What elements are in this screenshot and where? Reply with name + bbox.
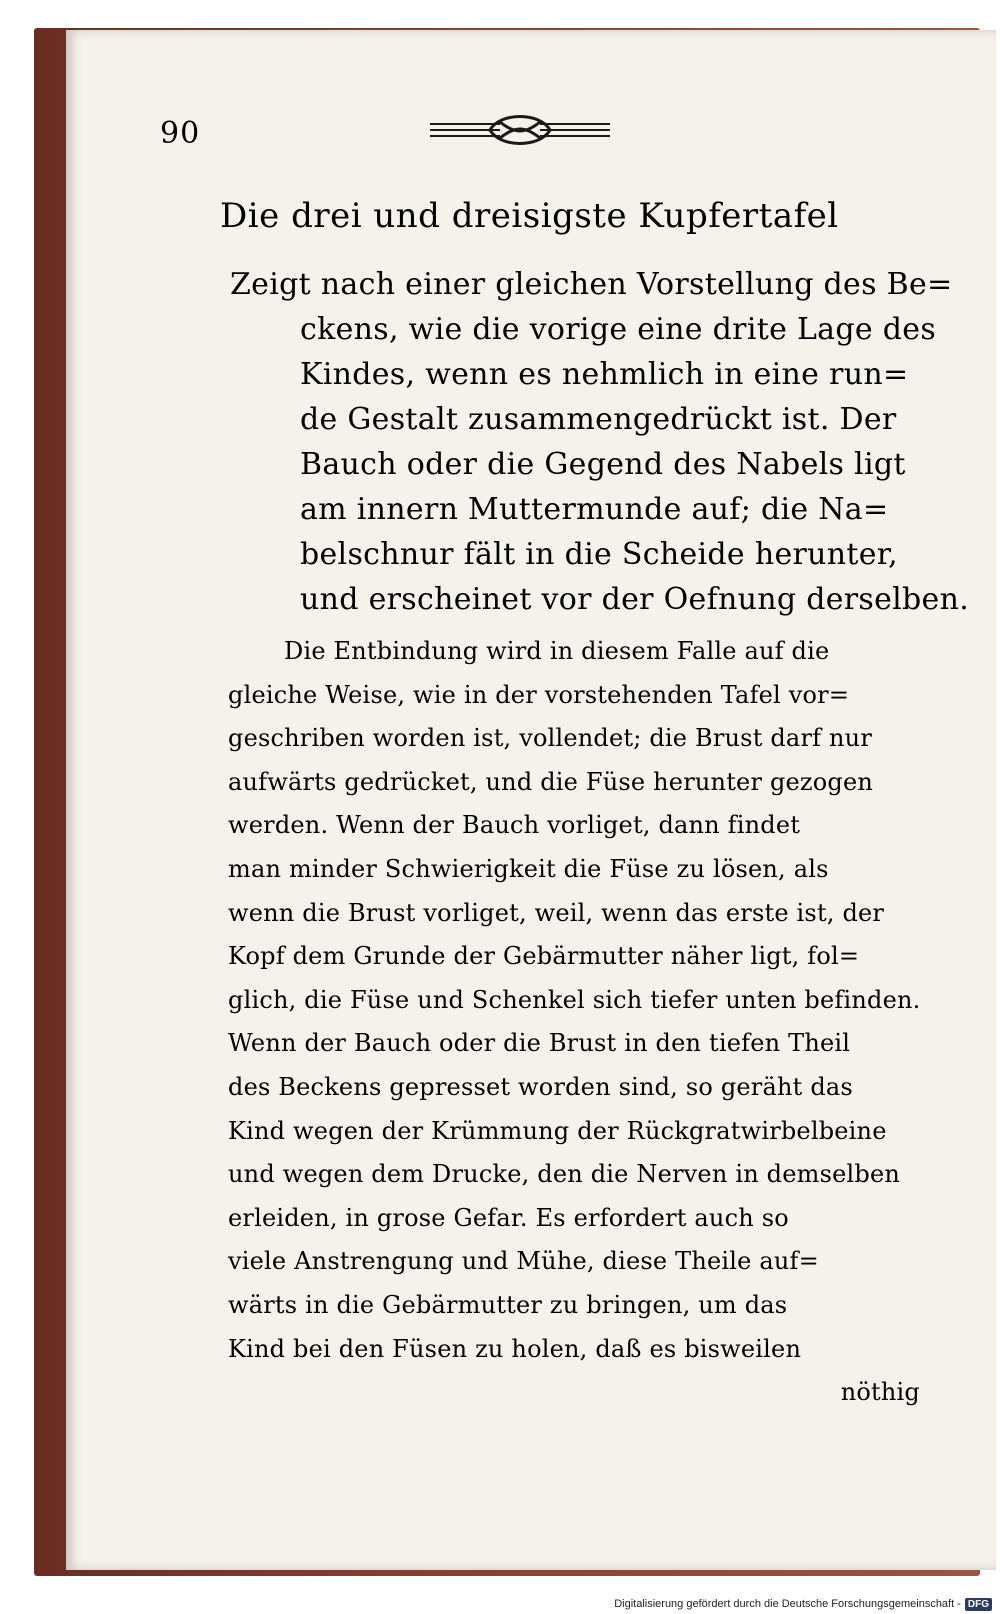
body-line: wenn die Brust vorliget, weil, wenn das erste ist, der xyxy=(228,898,885,927)
digitization-credit xyxy=(614,1598,992,1611)
body-line: Kind bei den Füsen zu holen, daß es bisweilen xyxy=(228,1334,802,1363)
body-line: Wenn der Bauch oder die Brust in den tiefen Theil xyxy=(228,1029,851,1058)
caption-line: belschnur fält in die Scheide herunter, xyxy=(300,537,898,572)
plate-title: Die drei und dreisigste Kupfertafel xyxy=(220,196,839,236)
body-line: des Beckens gepresset worden sind, so geräht das xyxy=(228,1072,853,1101)
body-line: werden. Wenn der Bauch vorliget, dann findet xyxy=(228,811,801,840)
caption-line: de Gestalt zusammengedrückt ist. Der xyxy=(300,402,897,437)
caption-line: Zeigt nach einer gleichen Vorstellung des Be= xyxy=(230,267,953,302)
body-line: glich, die Füse und Schenkel sich tiefer unten befinden. xyxy=(228,985,921,1014)
body-paragraph xyxy=(228,630,920,1415)
rope-knot-ornament-icon xyxy=(430,110,610,150)
body-line: Die Entbindung wird in diesem Falle auf die xyxy=(284,637,830,665)
body-line: aufwärts gedrücket, und die Füse herunter gezogen xyxy=(228,767,874,796)
body-line: gleiche Weise, wie in der vorstehenden Tafel vor= xyxy=(228,680,850,709)
caption-line: ckens, wie die vorige eine drite Lage des xyxy=(300,312,937,347)
caption-line: Bauch oder die Gegend des Nabels ligt xyxy=(300,447,906,482)
body-line: und wegen dem Drucke, den die Nerven in demselben xyxy=(228,1160,901,1189)
page-header xyxy=(160,104,860,164)
body-line: geschriben worden ist, vollendet; die Brust darf nur xyxy=(228,724,873,753)
body-line: Kopf dem Grunde der Gebärmutter näher ligt, fol= xyxy=(228,942,860,971)
catchword: nöthig xyxy=(840,1378,920,1407)
page-number: 90 xyxy=(160,116,201,151)
body-line: Kind wegen der Krümmung der Rückgratwirbelbeine xyxy=(228,1116,887,1145)
caption-line: Kindes, wenn es nehmlich in eine run= xyxy=(300,357,909,392)
body-line: erleiden, in grose Gefar. Es erfordert auch so xyxy=(228,1203,789,1232)
caption-line: und erscheinet vor der Oefnung derselben. xyxy=(300,582,970,617)
caption-line: am innern Muttermunde auf; die Na= xyxy=(300,492,889,527)
body-line: viele Anstrengung und Mühe, diese Theile auf= xyxy=(228,1247,819,1276)
plate-caption xyxy=(230,262,970,622)
body-line: wärts in die Gebärmutter zu bringen, um das xyxy=(228,1290,788,1319)
credit-text: Digitalisierung gefördert durch die Deutsche Forschungsgemeinschaft - xyxy=(614,1598,961,1610)
body-line: man minder Schwierigkeit die Füse zu lösen, als xyxy=(228,854,829,883)
dfg-logo: DFG xyxy=(965,1598,992,1611)
